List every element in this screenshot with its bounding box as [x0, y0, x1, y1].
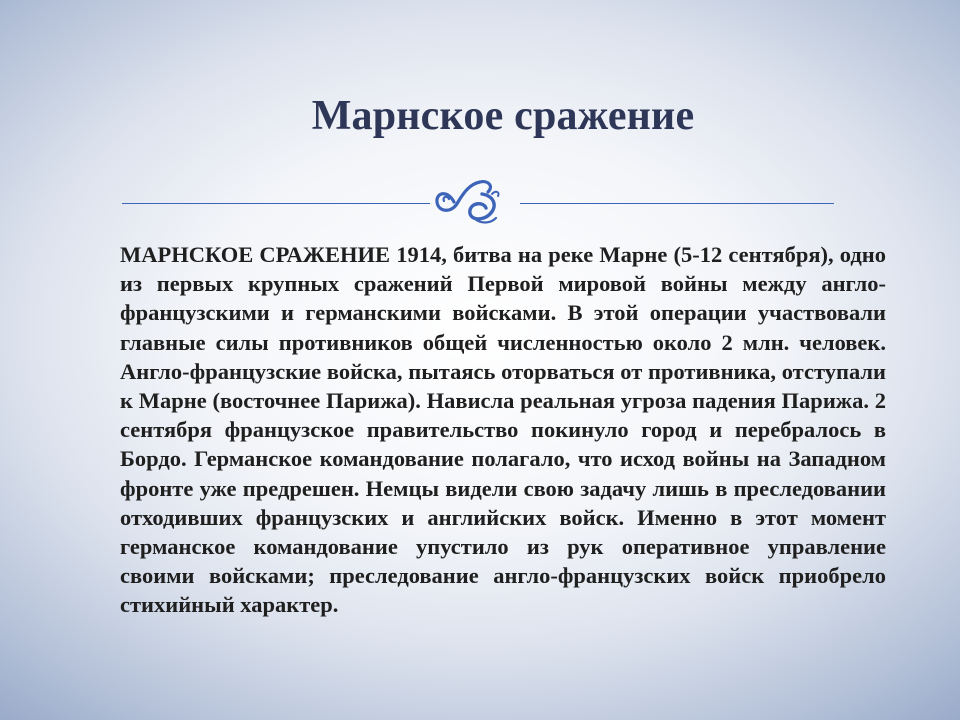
slide-title: [0, 92, 960, 140]
curly-flourish-icon: [424, 172, 524, 232]
divider-line-right: [520, 203, 834, 204]
slide-title-text: Марнское сражение: [311, 93, 695, 139]
body-paragraph: МАРНСКОЕ СРАЖЕНИЕ 1914, битва на реке Марне (5-12 сентября), одно из первых крупных сражений Первой мировой войны между англо-французскими и германскими войсками. В этой операции участвовали главные силы противников общей численностью около 2 млн. человек. Англо-французские войска, пытаясь оторваться от противника, отступали к Марне (восточнее Парижа). Нависла реальная угроза падения Парижа. 2 сентября французское правительство покинуло город и перебралось в Бордо. Германское командование полагало, что исход войны на Западном фронте уже предрешен. Немцы видели свою задачу лишь в преследовании отходивших французских и английских войск. Именно в этот момент германское командование упустило из рук оперативное управление своими войсками; преследование англо-французских войск приобрело стихийный характер.: [120, 242, 886, 618]
divider-line-left: [122, 203, 430, 204]
